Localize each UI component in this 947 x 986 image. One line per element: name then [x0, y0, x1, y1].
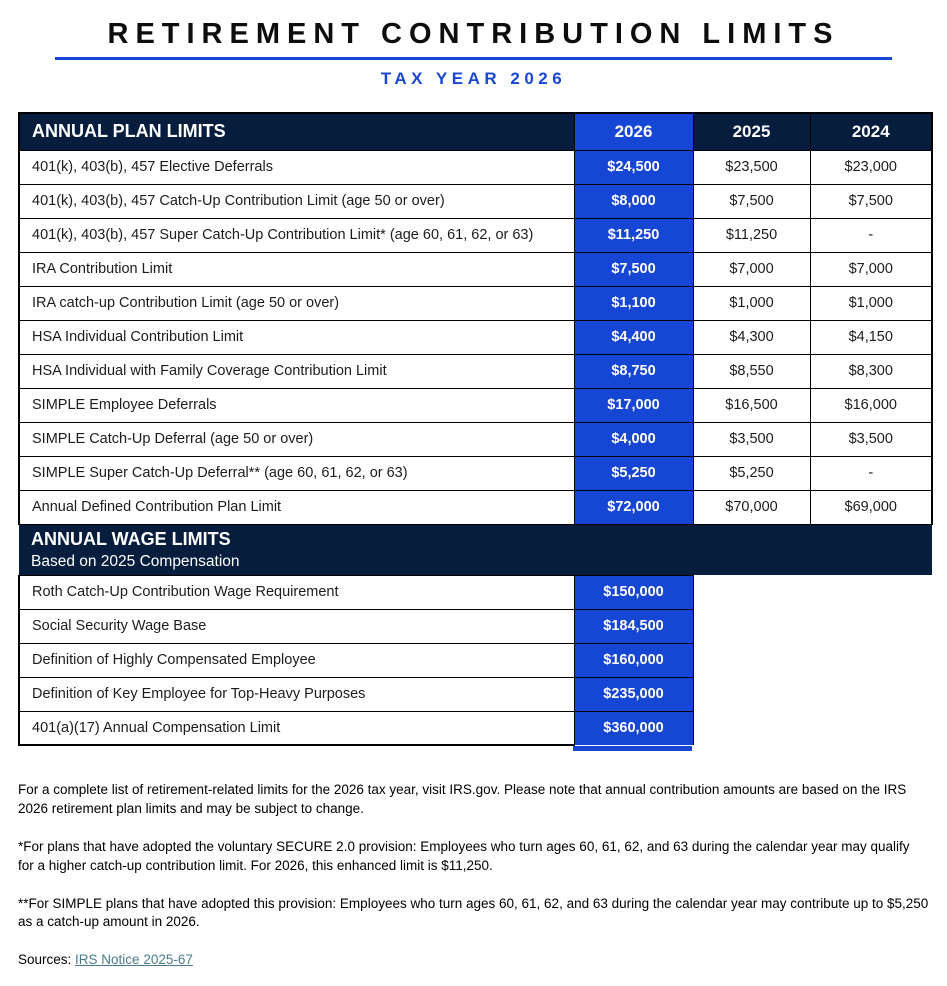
- value-2026: $24,500: [574, 150, 693, 184]
- row-label: SIMPLE Super Catch-Up Deferral** (age 60, 61, 62, or 63): [19, 456, 574, 490]
- value-2024: $23,000: [810, 150, 932, 184]
- value-2026: $150,000: [574, 575, 693, 609]
- footnote-simple-catchup: **For SIMPLE plans that have adopted this provision: Employees who turn ages 60, 61, 62, and 63 during the calendar year may contribute up to $5,250 as a catch-up amount in 2026.: [18, 895, 929, 930]
- value-2025: $8,550: [693, 354, 810, 388]
- footnotes: [18, 781, 929, 970]
- value-2025: $1,000: [693, 286, 810, 320]
- value-2025: $11,250: [693, 218, 810, 252]
- value-2026: $11,250: [574, 218, 693, 252]
- wage-table-row: [19, 643, 932, 677]
- footnote-irs: For a complete list of retirement-related limits for the 2026 tax year, visit IRS.gov. Please note that annual contribution amounts are based on the IRS 2026 retirement plan limits and may be subject to change.: [18, 782, 907, 816]
- row-label: SIMPLE Catch-Up Deferral (age 50 or over): [19, 422, 574, 456]
- column-header-2024: 2024: [810, 113, 932, 150]
- wage-table-row: [19, 711, 932, 745]
- plan-table-row: [19, 422, 932, 456]
- row-label: Social Security Wage Base: [19, 609, 574, 643]
- value-2026: $160,000: [574, 643, 693, 677]
- table-header-row: [19, 113, 932, 150]
- value-2024: $16,000: [810, 388, 932, 422]
- value-2026: $235,000: [574, 677, 693, 711]
- empty-cell: [693, 643, 810, 677]
- value-2026: $4,000: [574, 422, 693, 456]
- value-2024: $4,150: [810, 320, 932, 354]
- empty-cell: [693, 609, 810, 643]
- irs-notice-link[interactable]: IRS Notice 2025-67: [75, 952, 193, 968]
- value-2024: $3,500: [810, 422, 932, 456]
- footnote-super-catchup: *For plans that have adopted the voluntary SECURE 2.0 provision: Employees who turn ages 60, 61, 62, and 63 during the calendar year may qualify for a higher catch-up contribution limit. For 2026, this enhanced limit is $11,250.: [18, 838, 910, 873]
- value-2026: $4,400: [574, 320, 693, 354]
- empty-cell: [810, 609, 932, 643]
- value-2025: $16,500: [693, 388, 810, 422]
- row-label: HSA Individual Contribution Limit: [19, 320, 574, 354]
- empty-cell: [810, 711, 932, 745]
- title-divider: [55, 57, 892, 60]
- value-2026: $184,500: [574, 609, 693, 643]
- value-2026: $8,000: [574, 184, 693, 218]
- row-label: HSA Individual with Family Coverage Contribution Limit: [19, 354, 574, 388]
- empty-cell: [810, 575, 932, 609]
- value-2026: $8,750: [574, 354, 693, 388]
- row-label: Definition of Highly Compensated Employee: [19, 643, 574, 677]
- plan-table-row: [19, 490, 932, 524]
- value-2025: $7,500: [693, 184, 810, 218]
- row-label: SIMPLE Employee Deferrals: [19, 388, 574, 422]
- value-2025: $3,500: [693, 422, 810, 456]
- wage-table-row: [19, 575, 932, 609]
- plan-table-row: [19, 388, 932, 422]
- sources-label: Sources:: [18, 952, 72, 968]
- value-2024: $8,300: [810, 354, 932, 388]
- column-header-2025: 2025: [693, 113, 810, 150]
- row-label: Annual Defined Contribution Plan Limit: [19, 490, 574, 524]
- value-2025: $70,000: [693, 490, 810, 524]
- value-2026: $5,250: [574, 456, 693, 490]
- wage-section-subtitle: Based on 2025 Compensation: [31, 552, 240, 570]
- value-2026: $360,000: [574, 711, 693, 745]
- wage-section-title: ANNUAL WAGE LIMITS: [31, 528, 231, 549]
- row-label: 401(k), 403(b), 457 Catch-Up Contribution Limit (age 50 or over): [19, 184, 574, 218]
- page-title: RETIREMENT CONTRIBUTION LIMITS: [107, 18, 840, 50]
- value-2026: $7,500: [574, 252, 693, 286]
- row-label: Roth Catch-Up Contribution Wage Requirement: [19, 575, 574, 609]
- value-2026: $72,000: [574, 490, 693, 524]
- value-2024: $69,000: [810, 490, 932, 524]
- row-label: 401(a)(17) Annual Compensation Limit: [19, 711, 574, 745]
- value-2024: -: [810, 218, 932, 252]
- empty-cell: [693, 575, 810, 609]
- blue-column-stub: [573, 746, 692, 751]
- section-header-annual-plan-limits: ANNUAL PLAN LIMITS: [19, 113, 574, 150]
- value-2024: -: [810, 456, 932, 490]
- plan-table-row: [19, 456, 932, 490]
- value-2024: $7,500: [810, 184, 932, 218]
- tax-year-subtitle: TAX YEAR 2026: [380, 69, 567, 88]
- wage-table-row: [19, 677, 932, 711]
- value-2026: $17,000: [574, 388, 693, 422]
- plan-table-row: [19, 286, 932, 320]
- row-label: 401(k), 403(b), 457 Elective Deferrals: [19, 150, 574, 184]
- value-2026: $1,100: [574, 286, 693, 320]
- value-2024: $7,000: [810, 252, 932, 286]
- section-header-annual-wage-limits: [19, 524, 932, 575]
- plan-table-row: [19, 320, 932, 354]
- wage-table-row: [19, 609, 932, 643]
- empty-cell: [693, 711, 810, 745]
- row-label: 401(k), 403(b), 457 Super Catch-Up Contribution Limit* (age 60, 61, 62, or 63): [19, 218, 574, 252]
- value-2025: $7,000: [693, 252, 810, 286]
- value-2025: $23,500: [693, 150, 810, 184]
- plan-table-row: [19, 252, 932, 286]
- plan-table-row: [19, 184, 932, 218]
- empty-cell: [810, 677, 932, 711]
- sources-line: [18, 951, 929, 970]
- empty-cell: [810, 643, 932, 677]
- plan-table-row: [19, 150, 932, 184]
- row-label: IRA Contribution Limit: [19, 252, 574, 286]
- value-2024: $1,000: [810, 286, 932, 320]
- column-header-2026: 2026: [574, 113, 693, 150]
- empty-cell: [693, 677, 810, 711]
- row-label: Definition of Key Employee for Top-Heavy Purposes: [19, 677, 574, 711]
- limits-table: [18, 112, 933, 746]
- value-2025: $4,300: [693, 320, 810, 354]
- value-2025: $5,250: [693, 456, 810, 490]
- plan-table-row: [19, 218, 932, 252]
- row-label: IRA catch-up Contribution Limit (age 50 or over): [19, 286, 574, 320]
- plan-table-row: [19, 354, 932, 388]
